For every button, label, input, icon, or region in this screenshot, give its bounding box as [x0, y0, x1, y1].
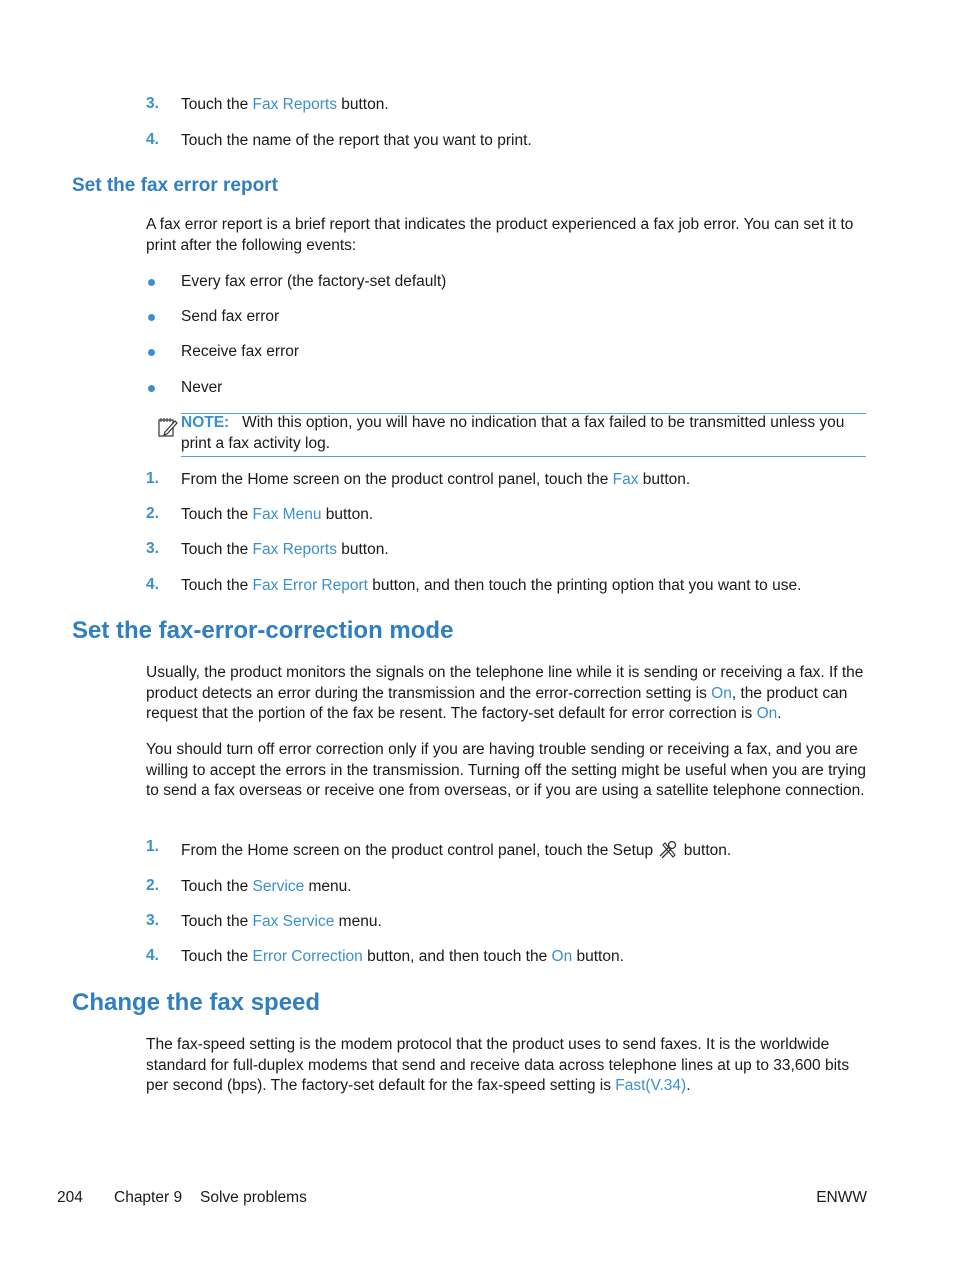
- bullet-dot: [148, 314, 155, 321]
- service-link[interactable]: Service: [252, 878, 305, 895]
- fax-reports-link[interactable]: Fax Reports: [252, 541, 337, 558]
- step-text: Touch the Fax Menu button.: [181, 506, 374, 523]
- list-item: Receive fax error: [181, 343, 300, 360]
- step-number: 3.: [146, 912, 159, 929]
- paragraph: Usually, the product monitors the signals on the telephone line while it is sending or receiving a fax. If the product detects an error during the transmission and the error-correction setting is On, the product can request that the portion of the fax be resent. The factory-set default for error correction is On.: [146, 664, 864, 723]
- step-text: Touch the Fax Reports button.: [181, 96, 389, 113]
- step-text: Touch the Service menu.: [181, 878, 352, 895]
- bullet-dot: [148, 349, 155, 356]
- bullet-dot: [148, 385, 155, 392]
- fax-error-report-link[interactable]: Fax Error Report: [252, 577, 368, 594]
- step-text: Touch the Fax Reports button.: [181, 541, 389, 558]
- list-item: Every fax error (the factory-set default): [181, 273, 447, 290]
- step-text: Touch the Error Correction button, and then touch the On button.: [181, 948, 624, 965]
- chapter-label: Chapter 9: [114, 1189, 183, 1206]
- list-item: Send fax error: [181, 308, 280, 325]
- step-number: 2.: [146, 877, 159, 894]
- on-link[interactable]: On: [756, 705, 778, 723]
- step-text: From the Home screen on the product control panel, touch the Fax button.: [181, 471, 691, 488]
- step-number: 2.: [146, 505, 159, 522]
- step-number: 1.: [146, 838, 159, 855]
- intro-paragraph: A fax error report is a brief report that indicates the product experienced a fax job error. You can set it to print after the following events:: [146, 216, 854, 254]
- note-rule-bottom: [181, 456, 866, 457]
- section-heading: Set the fax-error-correction mode: [72, 617, 454, 644]
- step-text: Touch the name of the report that you want to print.: [181, 132, 532, 149]
- on-link[interactable]: On: [711, 684, 732, 702]
- setup-wrench-icon[interactable]: [657, 839, 679, 859]
- step-number: 3.: [146, 540, 159, 557]
- page-number: 204: [57, 1189, 83, 1206]
- step-number: 4.: [146, 947, 159, 964]
- section-heading: Set the fax error report: [72, 175, 278, 196]
- footer-right: ENWW: [816, 1189, 867, 1206]
- step-number: 4.: [146, 131, 159, 148]
- note-pad-icon: [156, 415, 180, 439]
- bullet-dot: [148, 279, 155, 286]
- step-number: 4.: [146, 576, 159, 593]
- step-text: Touch the Fax Service menu.: [181, 913, 382, 930]
- paragraph: The fax-speed setting is the modem protocol that the product uses to send faxes. It is the worldwide standard for full-duplex modems that send and receive data across telephone lines at up to 33,600 bits per second (bps). The factory-set default for the fax-speed setting is Fast(V.34).: [146, 1036, 850, 1095]
- note-label: NOTE:: [181, 414, 230, 431]
- step-number: 1.: [146, 470, 159, 487]
- fax-menu-link[interactable]: Fax Menu: [252, 506, 322, 523]
- section-heading: Change the fax speed: [72, 989, 321, 1016]
- chapter-title: Solve problems: [200, 1189, 307, 1206]
- fax-service-link[interactable]: Fax Service: [252, 913, 335, 930]
- step-number: 3.: [146, 95, 159, 112]
- fax-reports-link[interactable]: Fax Reports: [252, 96, 337, 113]
- on-link[interactable]: On: [551, 948, 573, 965]
- note-text: NOTE: With this option, you will have no indication that a fax failed to be transmitted unless you print a fax activity log.: [181, 414, 845, 452]
- list-item: Never: [181, 379, 223, 396]
- step-text: Touch the Fax Error Report button, and then touch the printing option that you want to use.: [181, 577, 802, 594]
- paragraph: You should turn off error correction only if you are having trouble sending or receiving a fax, and you are willing to accept the errors in the transmission. Turning off the setting might be useful when you are trying to send a fax overseas or receive one from overseas, or if you are using a satellite telephone connection.: [146, 741, 866, 800]
- fax-link[interactable]: Fax: [612, 471, 639, 488]
- error-correction-link[interactable]: Error Correction: [252, 948, 363, 965]
- step-text: From the Home screen on the product control panel, touch the Setup button.: [181, 839, 731, 861]
- fast-v34-link[interactable]: Fast(V.34): [615, 1077, 687, 1095]
